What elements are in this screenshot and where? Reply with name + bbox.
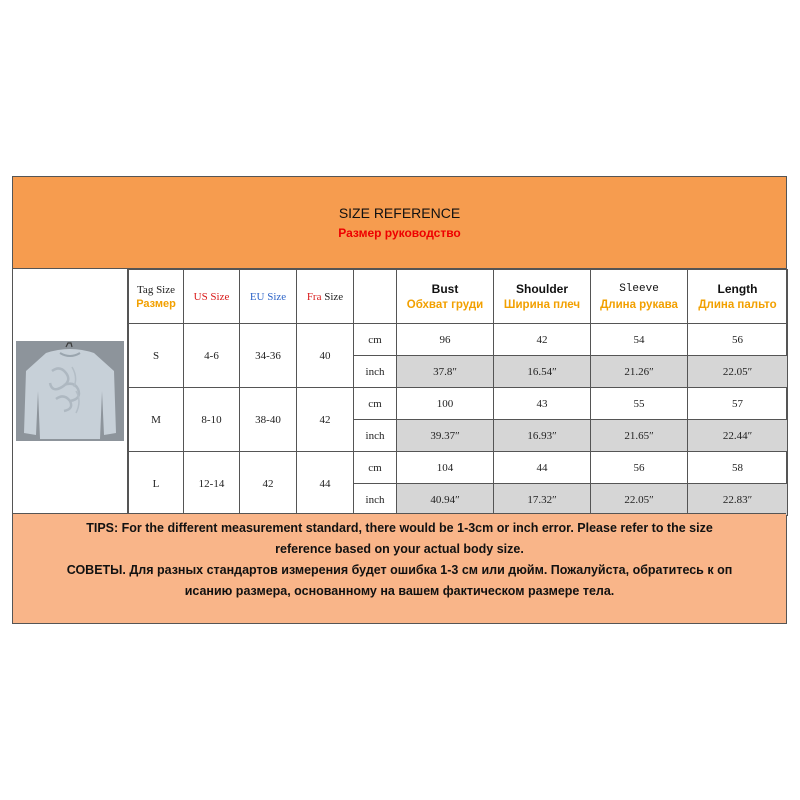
shoulder-inch-cell: 16.93″ [494, 420, 591, 452]
header-us-size-label: US Size [193, 290, 230, 303]
sweater-illustration [16, 341, 124, 441]
header-fra-size-prefix: Fra [306, 290, 322, 303]
chart-title-ru: Размер руководство [338, 226, 461, 240]
size-cell: L [129, 452, 184, 516]
header-bust [397, 270, 494, 324]
fra-size-cell: 42 [297, 388, 354, 452]
bust-inch-cell: 37.8″ [397, 356, 494, 388]
header-fra-size-suffix: Size [321, 290, 344, 303]
header-sleeve-label: Sleeve [619, 282, 659, 295]
bust-cm-cell: 104 [397, 452, 494, 484]
sleeve-cm-cell: 54 [591, 324, 688, 356]
unit-cell-inch: inch [354, 484, 397, 516]
us-size-cell: 12-14 [184, 452, 240, 516]
product-image [16, 341, 124, 441]
header-tag-size-ru: Размер [136, 298, 176, 310]
tips-en-line1: TIPS: For the different measurement standard, there would be 1-3cm or inch error. Please refer to the size [86, 521, 713, 535]
unit-cell-cm: cm [354, 388, 397, 420]
shoulder-inch-cell: 17.32″ [494, 484, 591, 516]
sleeve-inch-cell: 21.65″ [591, 420, 688, 452]
sleeve-cm-cell: 55 [591, 388, 688, 420]
tips-ru-line1: СОВЕТЫ. Для разных стандартов измерения будет ошибка 1-3 см или дюйм. Пожалуйста, обратитесь к оп [66, 563, 733, 577]
shoulder-inch-cell: 16.54″ [494, 356, 591, 388]
length-cm-cell: 58 [688, 452, 788, 484]
length-cm-cell: 57 [688, 388, 788, 420]
table-row [129, 452, 788, 484]
size-cell: S [129, 324, 184, 388]
shoulder-cm-cell: 44 [494, 452, 591, 484]
eu-size-cell: 38-40 [240, 388, 297, 452]
header-length-ru: Длина пальто [698, 298, 777, 311]
fra-size-cell: 44 [297, 452, 354, 516]
header-tag-size [129, 270, 184, 324]
header-us-size [184, 270, 240, 324]
bust-inch-cell: 40.94″ [397, 484, 494, 516]
tips-en-line2: reference based on your actual body size. [275, 542, 524, 556]
bust-cm-cell: 100 [397, 388, 494, 420]
length-inch-cell: 22.44″ [688, 420, 788, 452]
length-inch-cell: 22.05″ [688, 356, 788, 388]
unit-cell-cm: cm [354, 452, 397, 484]
header-sleeve [591, 270, 688, 324]
header-shoulder [494, 270, 591, 324]
sleeve-cm-cell: 56 [591, 452, 688, 484]
size-chart [12, 176, 787, 624]
header-eu-size [240, 270, 297, 324]
product-image-cell [13, 269, 128, 513]
header-bust-label: Bust [431, 281, 459, 296]
header-unit-blank [354, 270, 397, 324]
unit-cell-cm: cm [354, 324, 397, 356]
bust-inch-cell: 39.37″ [397, 420, 494, 452]
header-eu-size-label: EU Size [249, 290, 287, 303]
bust-cm-cell: 96 [397, 324, 494, 356]
eu-size-cell: 34-36 [240, 324, 297, 388]
header-length [688, 270, 788, 324]
table-row [129, 388, 788, 420]
shoulder-cm-cell: 42 [494, 324, 591, 356]
header-sleeve-ru: Длина рукава [600, 298, 678, 311]
table-row [129, 324, 788, 356]
size-table [128, 269, 788, 516]
header-shoulder-ru: Ширина плеч [503, 298, 581, 311]
unit-cell-inch: inch [354, 420, 397, 452]
fra-size-cell: 40 [297, 324, 354, 388]
length-cm-cell: 56 [688, 324, 788, 356]
header-fra-size [297, 270, 354, 324]
unit-cell-inch: inch [354, 356, 397, 388]
us-size-cell: 4-6 [184, 324, 240, 388]
eu-size-cell: 42 [240, 452, 297, 516]
header-tag-size-label: Tag Size [136, 284, 176, 296]
table-header-row [129, 270, 788, 324]
header-shoulder-label: Shoulder [515, 281, 568, 296]
sleeve-inch-cell: 21.26″ [591, 356, 688, 388]
tips-ru-line2: исанию размера, основанному на вашем фактическом размере тела. [184, 584, 615, 598]
shoulder-cm-cell: 43 [494, 388, 591, 420]
size-cell: M [129, 388, 184, 452]
header-length-label: Length [717, 281, 758, 296]
tips-box [13, 513, 786, 623]
chart-header [13, 177, 786, 269]
sleeve-inch-cell: 22.05″ [591, 484, 688, 516]
chart-title: SIZE REFERENCE [338, 205, 461, 221]
us-size-cell: 8-10 [184, 388, 240, 452]
header-bust-ru: Обхват груди [406, 298, 484, 311]
length-inch-cell: 22.83″ [688, 484, 788, 516]
